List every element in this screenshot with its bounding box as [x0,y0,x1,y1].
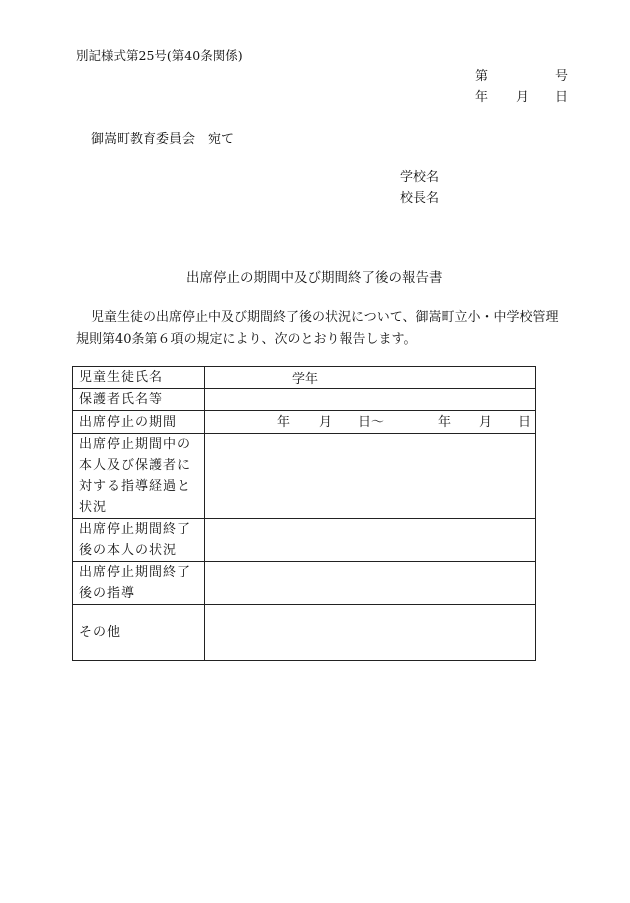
table-row-period [73,411,536,434]
status-after-field[interactable] [205,519,536,562]
document-number-suffix: 号 [555,69,569,84]
period-end-month: 月 [479,415,493,430]
period-start-month: 月 [319,415,333,430]
period-field[interactable] [205,411,536,434]
table-row-student [73,367,536,389]
body-text-line-1: 児童生徒の出席停止中及び期間終了後の状況について、御嵩町立小・中学校管理 [91,310,559,325]
status-after-label [73,519,205,562]
guidance-after-line: 出席停止期間終了 [79,565,192,580]
period-end-year: 年 [438,415,452,430]
guidance-after-line: 後の指導 [79,586,136,601]
status-after-line: 出席停止期間終了 [79,522,192,537]
guidance-during-line: 対する指導経過と [79,479,192,494]
document-title: 出席停止の期間中及び期間終了後の報告書 [186,270,443,286]
guidance-during-line: 本人及び保護者に [79,458,192,473]
guidance-during-line: 状況 [79,500,108,515]
guidance-during-field[interactable] [205,434,536,519]
student-name-label: 児童生徒氏名 [73,367,205,389]
period-end-day: 日 [518,415,532,430]
table-row-status-after [73,519,536,562]
school-name-label: 学校名 [400,170,440,185]
grade-label: 学年 [292,372,319,387]
table-row-guidance-during [73,434,536,519]
form-label: 別記様式第25号(第40条関係) [76,48,243,63]
principal-name-label: 校長名 [400,191,440,206]
guardian-label: 保護者氏名等 [73,389,205,411]
guidance-during-label [73,434,205,519]
date-month-label: 月 [516,90,530,105]
guidance-after-field[interactable] [205,562,536,605]
guidance-during-line: 出席停止期間中の [79,437,192,452]
document-number-prefix: 第 [475,69,489,84]
body-text-line-2: 規則第40条第６項の規定により、次のとおり報告します。 [76,332,417,347]
guardian-field[interactable] [205,389,536,411]
report-table [72,366,536,661]
status-after-line: 後の本人の状況 [79,543,178,558]
table-row-other [73,605,536,661]
period-start-year: 年 [277,415,291,430]
period-start-day: 日～ [358,415,385,430]
student-name-field[interactable] [205,367,536,389]
addressee: 御嵩町教育委員会 宛て [91,132,235,147]
guidance-after-label [73,562,205,605]
table-row-guidance-after [73,562,536,605]
date-day-label: 日 [555,90,569,105]
table-row-guardian [73,389,536,411]
other-label: その他 [73,605,205,661]
period-label: 出席停止の期間 [73,411,205,434]
other-field[interactable] [205,605,536,661]
date-year-label: 年 [475,90,489,105]
